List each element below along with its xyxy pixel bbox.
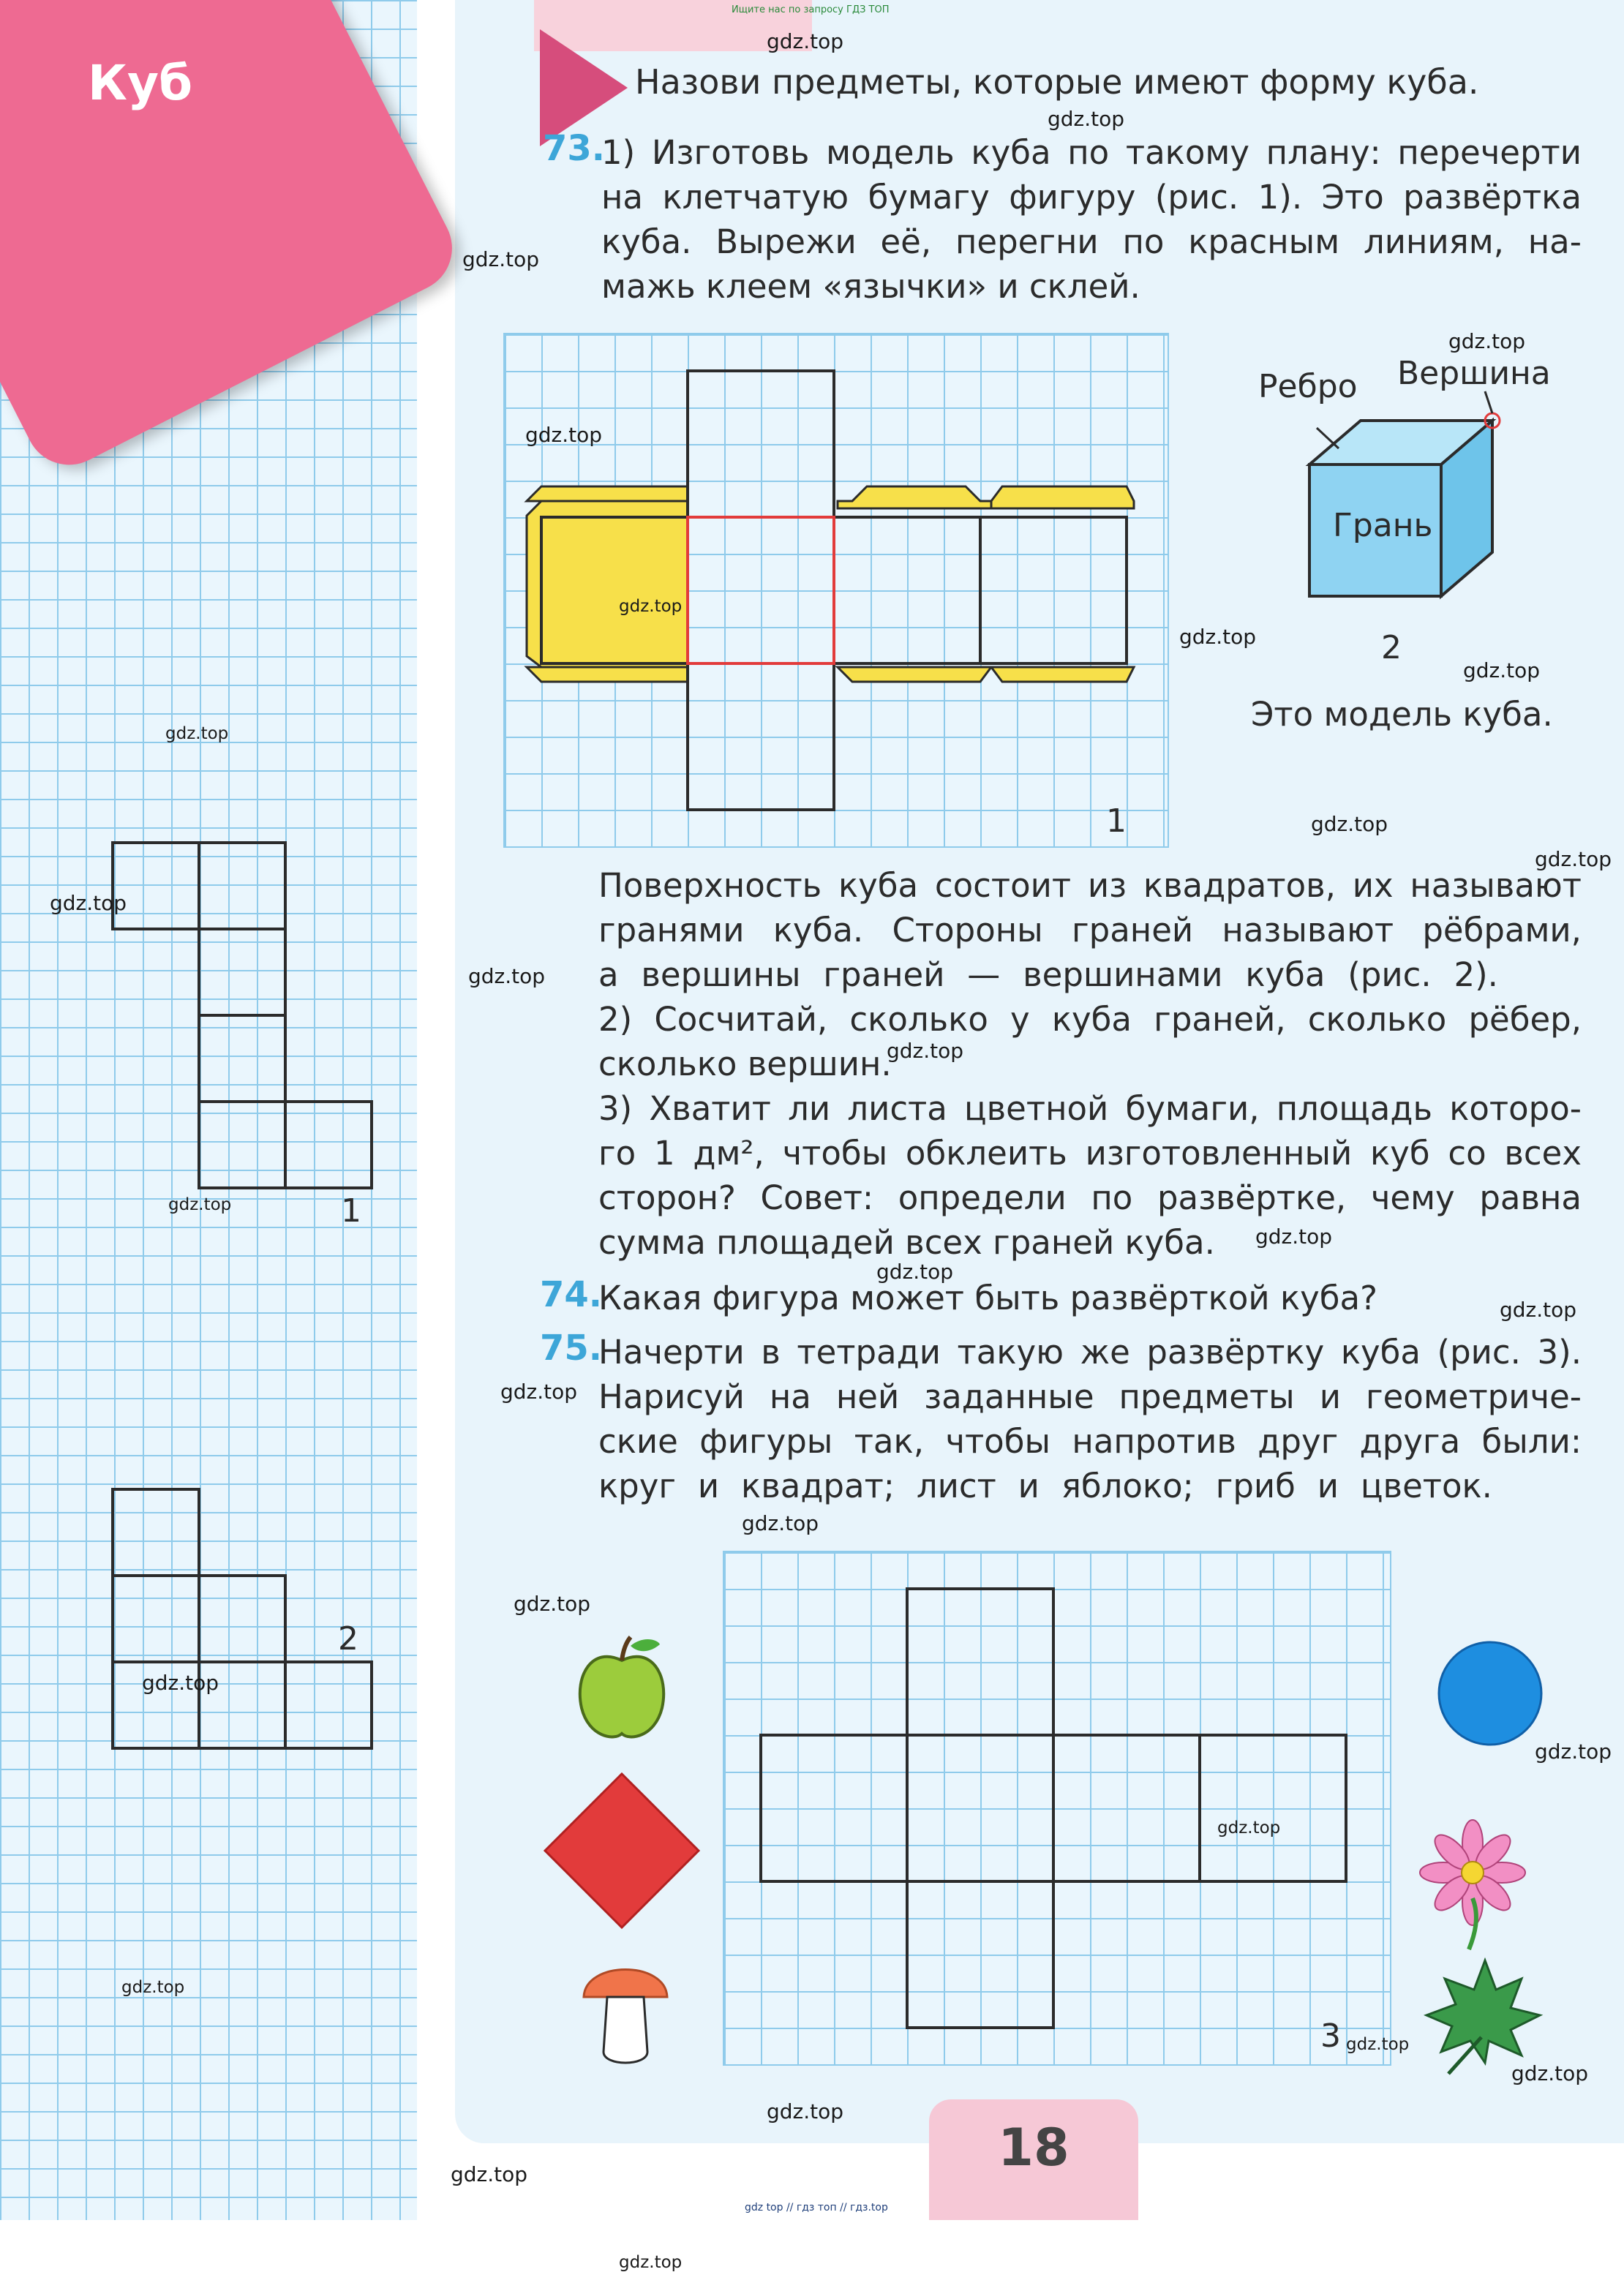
ex75-line: Начерти в тетради такую же развёртку куба (рис. 3).: [598, 1333, 1582, 1372]
watermark: gdz.top: [619, 2253, 683, 2272]
net-face-right-2: [1200, 1735, 1346, 1881]
watermark: gdz.top: [168, 1195, 232, 1214]
figure-2-label: 2: [1381, 629, 1402, 666]
tab-top-1: [838, 486, 991, 508]
cube-net-cross: [724, 1552, 1390, 2064]
watermark: gdz.top: [876, 1260, 954, 1284]
left-figure-1-label: 1: [341, 1192, 361, 1230]
watermark: gdz.top: [121, 1978, 185, 1997]
tab-left-bottom: [527, 667, 688, 682]
left-figure-1: [110, 841, 380, 1222]
net-face-top: [907, 1589, 1053, 1735]
watermark: gdz.top: [887, 1039, 964, 1063]
apple-icon: [571, 1631, 673, 1748]
net-face-bottom: [907, 1881, 1053, 2028]
top-banner: Ищите нас по запросу ГДЗ ТОП: [732, 4, 890, 15]
watermark: gdz.top: [142, 1671, 219, 1695]
ex73-line: куба. Вырежи её, перегни по красным линиям, на-: [601, 222, 1582, 261]
mushroom-icon: [578, 1946, 673, 2070]
ex74-text: Какая фигура может быть развёрткой куба?: [598, 1279, 1377, 1317]
watermark: gdz.top: [462, 247, 540, 271]
surface-line: 3) Хватит ли листа цветной бумаги, площадь которо-: [598, 1089, 1582, 1128]
watermark: gdz.top: [165, 724, 229, 743]
watermark: gdz.top: [514, 1592, 591, 1616]
watermark: gdz.top: [742, 1511, 819, 1535]
net-face-right-1: [1053, 1735, 1200, 1881]
figure-1-grid: [503, 333, 1169, 848]
tab-left: [527, 501, 688, 667]
surface-line: сумма площадей всех граней куба.: [598, 1223, 1215, 1262]
face-center-fold: [688, 517, 834, 663]
cube-net-with-tabs: [505, 334, 1168, 846]
edge-label: Ребро: [1258, 368, 1358, 405]
watermark: gdz.top: [1463, 658, 1541, 682]
watermark: gdz.top: [619, 597, 683, 616]
ex73-line: 1) Изготовь модель куба по такому плану: перечерти: [601, 133, 1582, 172]
watermark: gdz.top: [1346, 2035, 1410, 2054]
face-right-2: [980, 517, 1127, 663]
blue-circle-icon: [1435, 1639, 1545, 1748]
watermark: gdz.top: [1255, 1225, 1333, 1249]
ex74-number: 74.: [540, 1274, 603, 1315]
ex75-line: ские фигуры так, чтобы напротив друг друга были:: [598, 1422, 1582, 1461]
intro-line: Назови предметы, которые имеют форму куба.: [635, 62, 1479, 102]
watermark: gdz.top: [1217, 1818, 1281, 1837]
watermark: gdz.top: [1500, 1298, 1577, 1322]
ex73-line: на клетчатую бумагу фигуру (рис. 1). Это развёртка: [601, 178, 1582, 217]
page-number: 18: [998, 2118, 1069, 2178]
vertex-pointer: [1485, 391, 1492, 413]
tab-top-2: [991, 486, 1134, 508]
surface-line: сторон? Совет: определи по развёртке, чему равна: [598, 1178, 1582, 1217]
ex75-line: Нарисуй на ней заданные предметы и геометриче-: [598, 1377, 1582, 1416]
watermark: gdz.top: [468, 964, 546, 988]
net-face-center: [907, 1735, 1053, 1881]
watermark: gdz.top: [525, 423, 603, 447]
vertex-label: Вершина: [1397, 355, 1551, 392]
watermark: gdz.top: [767, 2099, 844, 2124]
left-figure-2-label: 2: [338, 1620, 358, 1658]
surface-line: сколько вершин.: [598, 1045, 892, 1083]
tab-left-top: [527, 486, 688, 501]
tab-bottom-1: [838, 667, 991, 682]
surface-line: го 1 дм², чтобы обклеить изготовленный куб со всех: [598, 1134, 1582, 1173]
tab-bottom-2: [991, 667, 1134, 682]
watermark: gdz.top: [50, 891, 127, 915]
watermark: gdz.top: [1048, 107, 1125, 131]
figure-3-label: 3: [1320, 2017, 1341, 2055]
surface-line: гранями куба. Стороны граней называют рёбрами,: [598, 911, 1582, 949]
watermark: gdz.top: [1179, 625, 1257, 649]
face-top: [688, 371, 834, 517]
flower-icon: [1418, 1814, 1527, 1953]
ex73-number: 73.: [543, 128, 606, 169]
ex75-text: [598, 1330, 1582, 1508]
surface-line: а вершины граней — вершинами куба (рис. 2).: [598, 955, 1498, 994]
red-square-icon: [541, 1770, 702, 1931]
edge-pointer: [1317, 428, 1339, 448]
ex73-text: [601, 130, 1582, 309]
ex75-number: 75.: [540, 1328, 603, 1369]
ex73-line: мажь клеем «язычки» и склей.: [601, 267, 1140, 306]
watermark: gdz.top: [1311, 812, 1388, 836]
watermark: gdz.top: [1511, 2061, 1589, 2085]
face-bottom: [688, 663, 834, 810]
ex75-line: круг и квадрат; лист и яблоко; гриб и цветок.: [598, 1467, 1492, 1505]
topic-title: Куб: [88, 55, 193, 111]
figure-3-grid: [723, 1551, 1391, 2066]
face-right-1: [834, 517, 980, 663]
leaf-icon: [1419, 1953, 1544, 2077]
figure-2: [1244, 333, 1580, 772]
watermark: gdz.top: [451, 2162, 528, 2186]
watermark: gdz.top: [767, 29, 844, 53]
figure-1-label: 1: [1106, 802, 1127, 840]
watermark: gdz.top: [1535, 1739, 1612, 1764]
watermark: gdz.top: [1535, 847, 1612, 871]
intro-text: [635, 60, 1522, 105]
surface-line: Поверхность куба состоит из квадратов, их называют: [598, 866, 1582, 905]
watermark: gdz.top: [1448, 329, 1526, 353]
surface-line: 2) Сосчитай, сколько у куба граней, сколько рёбер,: [598, 1000, 1582, 1039]
watermark: gdz.top: [500, 1380, 578, 1404]
bottom-note: gdz top // гдз топ // гдз.top: [745, 2202, 888, 2213]
cube-model-caption: Это модель куба.: [1251, 695, 1553, 734]
net-face-left: [761, 1735, 907, 1881]
surface-text: [598, 863, 1582, 1265]
face-label: Грань: [1333, 507, 1433, 544]
